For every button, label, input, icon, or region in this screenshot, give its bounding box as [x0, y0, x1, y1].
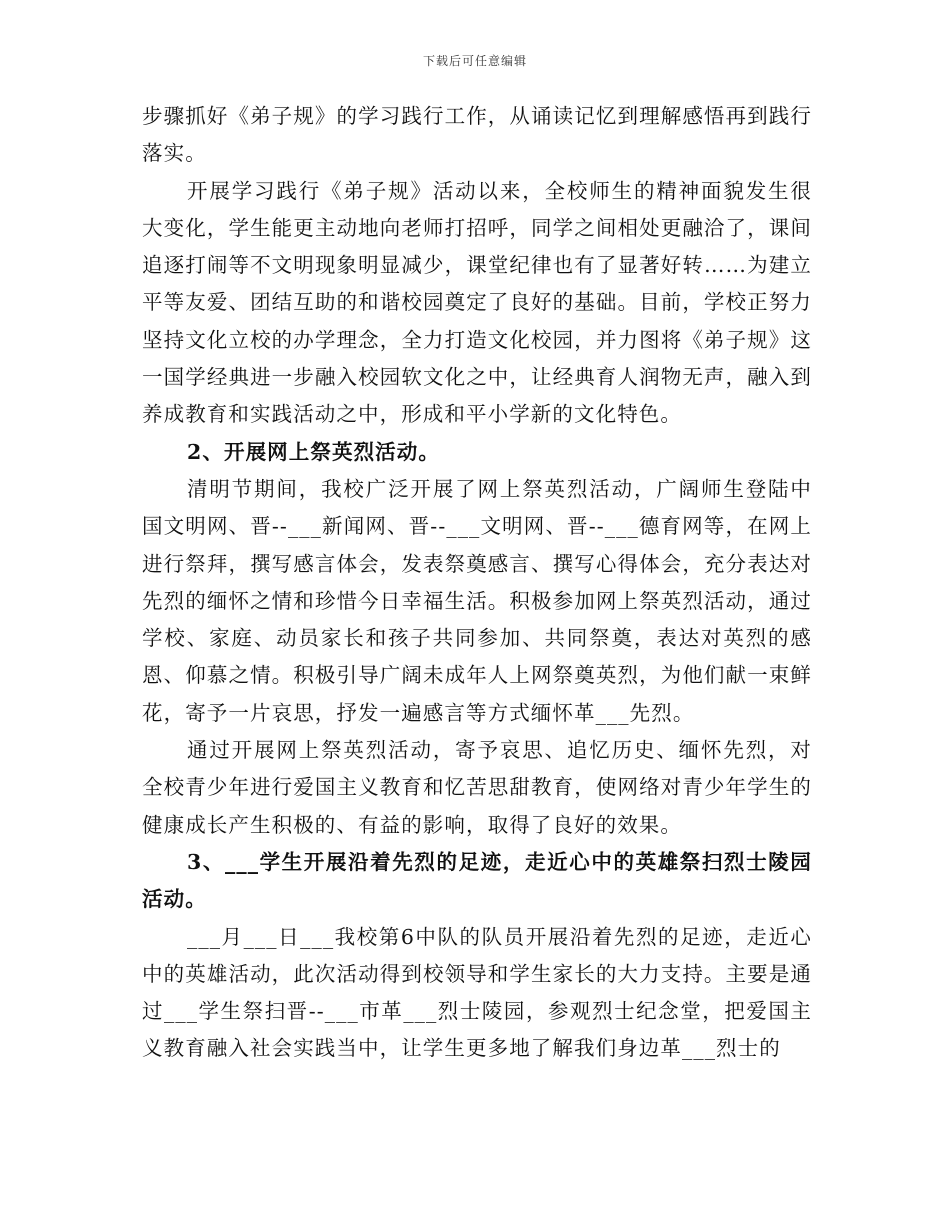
paragraph-dizigui-results: 开展学习践行《弟子规》活动以来，全校师生的精神面貌发生很大变化，学生能更主动地向老师打招呼，同学之间相处更融洽了，课间追逐打闹等不文明现象明显减少，课堂纪律也有了显著好转……为建立平等友爱、团结互助的和谐校园奠定了良好的基础。目前，学校正努力坚持文化立校的办学理念，全力打造文化校园，并力图将《弟子规》这一国学经典进一步融入校园软文化之中，让经典育人润物无声，融入到养成教育和实践活动之中，形成和平小学新的文化特色。	[142, 178, 812, 427]
paragraph-cemetery-visit: ___月___日___我校第6中队的队员开展沿着先烈的足迹，走近心中的英雄活动，此次活动得到校领导和学生家长的大力支持。主要是通过___学生祭扫晋--___市革___烈士陵园，参观烈士纪念堂，把爱国主义教育融入社会实践当中，让学生更多地了解我们身边革___烈士的	[142, 924, 812, 1061]
document-body	[142, 98, 812, 1068]
paragraph-continuation: 步骤抓好《弟子规》的学习践行工作，从诵读记忆到理解感悟再到践行落实。	[142, 104, 812, 166]
paragraph-online-memorial: 清明节期间，我校广泛开展了网上祭英烈活动，广阔师生登陆中国文明网、晋--___新闻网、晋--___文明网、晋--___德育网等，在网上进行祭拜，撰写感言体会，发表祭奠感言、撰写心得体会，充分表达对先烈的缅怀之情和珍惜今日幸福生活。积极参加网上祭英烈活动，通过学校、家庭、动员家长和孩子共同参加、共同祭奠，表达对英烈的感恩、仰慕之情。积极引导广阔未成年人上网祭奠英烈，为他们献一束鲜花，寄予一片哀思，抒发一遍感言等方式缅怀革___先烈。	[142, 476, 812, 725]
paragraph-online-memorial-effect: 通过开展网上祭英烈活动，寄予哀思、追忆历史、缅怀先烈，对全校青少年进行爱国主义教育和忆苦思甜教育，使网络对青少年学生的健康成长产生积极的、有益的影响，取得了良好的效果。	[142, 738, 812, 837]
section-heading-3: 3、___学生开展沿着先烈的足迹，走近心中的英雄祭扫烈士陵园活动。	[142, 849, 812, 912]
page-header: 下载后可任意编辑	[422, 54, 527, 68]
section-heading-2: 2、开展网上祭英烈活动。	[187, 439, 440, 464]
